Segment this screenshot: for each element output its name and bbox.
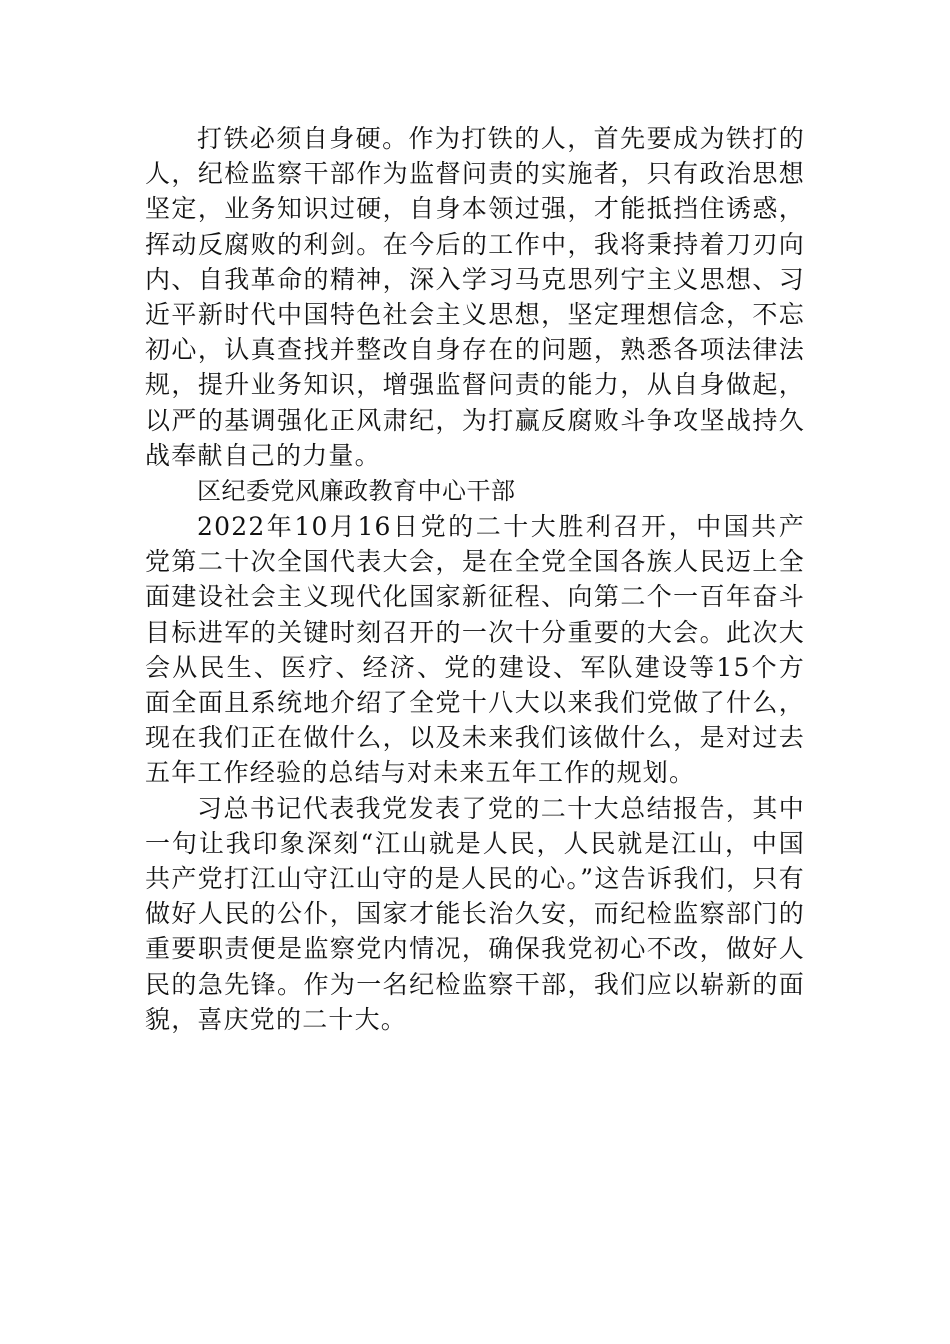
paragraph-congress-summary: 2022年10月16日党的二十大胜利召开，中国共产党第二十次全国代表大会，是在全党全国各族人民迈上全面建设社会主义现代化国家新征程、向第二个一百年奋斗目标进军的关键时刻召开的一次十分重要的大会。此次大会从民生、医疗、经济、党的建设、军队建设等15个方面全面且系统地介绍了全党十八大以来我们党做了什么，现在我们正在做什么，以及未来我们该做什么，是对过去五年工作经验的总结与对未来五年工作的规划。 [145,512,805,788]
paragraph-self-discipline: 打铁必须自身硬。作为打铁的人，首先要成为铁打的人，纪检监察干部作为监督问责的实施者，只有政治思想坚定，业务知识过硬，自身本领过强，才能抵挡住诱惑，挥动反腐败的利剑。在今后的工作中，我将秉持着刀刃向内、自我革命的精神，深入学习马克思列宁主义思想、习近平新时代中国特色社会主义思想，坚定理想信念，不忘初心，认真查找并整改自身存在的问题，熟悉各项法律法规，提升业务知识，增强监督问责的能力，从自身做起，以严的基调强化正风肃纪，为打赢反腐败斗争攻坚战持久战奉献自己的力量。 [145,124,805,470]
document-body [145,121,805,1037]
section-heading: 区纪委党风廉政教育中心干部 [197,477,516,506]
paragraph-report-reflection: 习总书记代表我党发表了党的二十大总结报告，其中一句让我印象深刻“江山就是人民，人民就是江山，中国共产党打江山守江山守的是人民的心。”这告诉我们，只有做好人民的公仆，国家才能长治久安，而纪检监察部门的重要职责便是监察党内情况，确保我党初心不改，做好人民的急先锋。作为一名纪检监察干部，我们应以崭新的面貌，喜庆党的二十大。 [145,793,805,1034]
